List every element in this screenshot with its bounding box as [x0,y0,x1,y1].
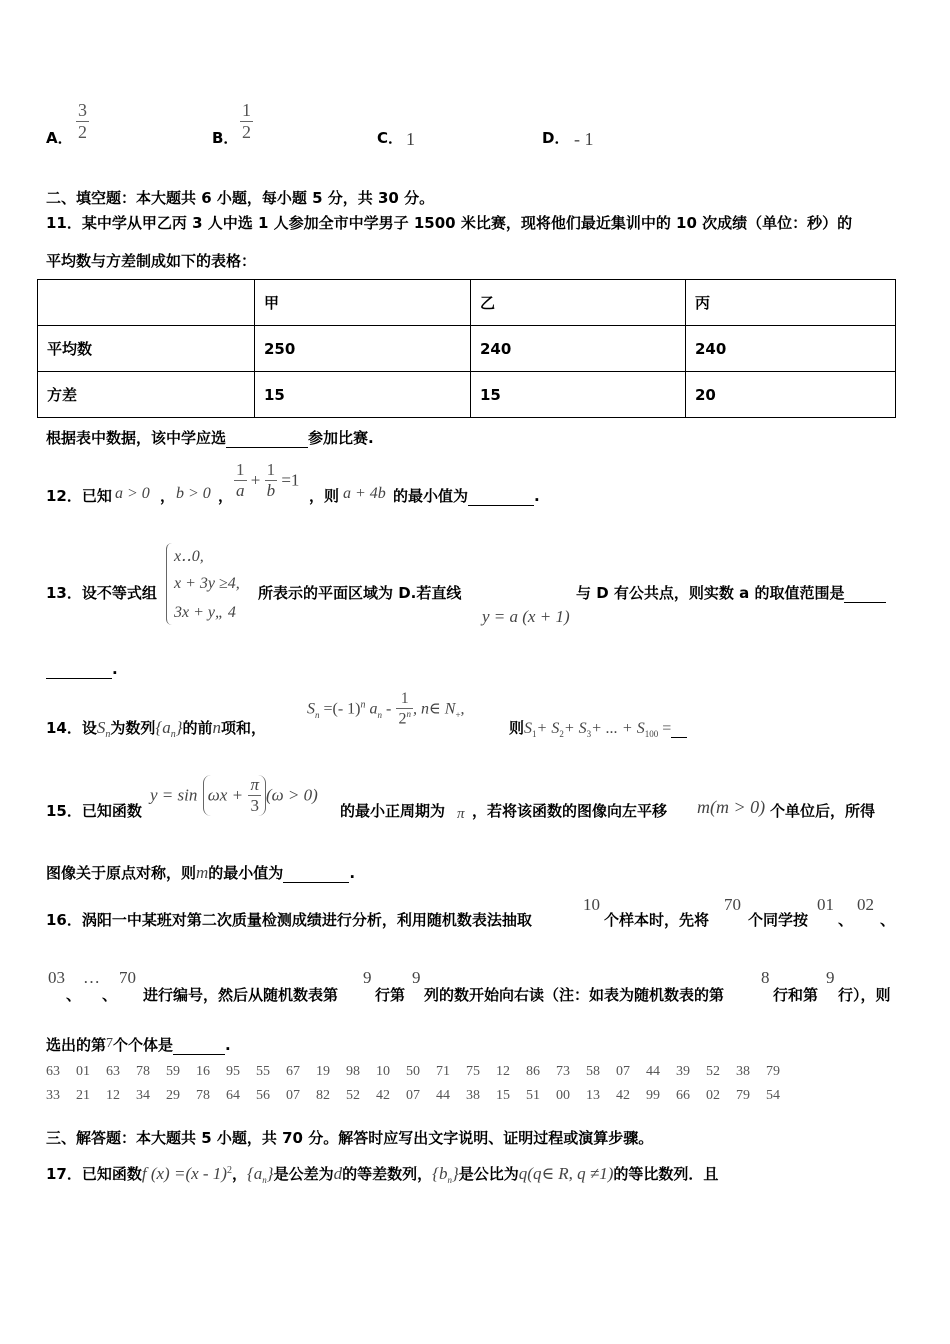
q12-frac2-num: 1 [266,460,276,479]
q15-line2a: 图像关于原点对称，则 [46,864,197,882]
random-number: 19 [316,1064,330,1079]
table-cell: 20 [686,372,896,418]
option-b-label: B． [212,129,239,147]
q17-text2: 的等差数列， [342,1165,433,1183]
q16-answer-blank[interactable] [173,1036,225,1055]
q16-line3b: 个个体是 [113,1036,174,1054]
random-number: 95 [226,1064,240,1079]
q14-text4: 则 [509,719,525,737]
q13-sys1: x‥0, [174,548,204,565]
q13-mid: 所表示的平面区域为 D.若直线 [258,584,462,602]
q14-text1: 为数列 [110,719,156,737]
table-cell: 240 [686,326,896,372]
table-row [38,326,896,372]
q16-c9: 9 [412,968,421,987]
option-c-value: 1 [406,129,415,149]
q15-answer-blank[interactable] [283,864,349,883]
q15-text1: 的最小正周期为 [340,802,446,820]
q14-formula-minus: - [382,700,392,718]
random-number: 50 [406,1064,420,1079]
q13-answer-blank-a[interactable] [844,584,886,603]
q15-text3: 个单位后，所得 [770,802,876,820]
q17-an-sub: n [262,1175,267,1185]
q16-r9: 9 [363,968,372,987]
q16-text7: 行），则 [838,986,891,1004]
q17-bn-sub: n [447,1175,452,1185]
q15-prefix: 15．已知函数 [46,802,142,820]
q14-text3: 项和， [221,719,267,737]
table-header-row [38,280,896,326]
random-number: 16 [196,1064,210,1079]
q12-sep2: ， [218,487,234,505]
q14-sum-s3: + S [563,720,587,737]
q15-shift: m(m > 0) [697,797,766,817]
q12-expr: a + 4b [343,485,386,502]
random-number: 39 [676,1064,690,1079]
random-number: 66 [676,1088,690,1103]
q11-answer-blank[interactable] [226,429,308,448]
q12-suffix-line [393,485,540,506]
q15-text2: ，若将该函数的图像向左平移 [472,802,668,820]
random-number: 07 [286,1088,300,1103]
random-number: 99 [646,1088,660,1103]
random-number: 44 [436,1088,450,1103]
q17-bn: {b [432,1164,448,1183]
q15-m: m [196,863,209,882]
q16-n10: 10 [583,895,600,914]
option-d-label: D． [542,129,570,147]
random-number: 75 [466,1064,480,1079]
random-number: 42 [616,1088,630,1103]
q16-c02: 02 [857,895,874,914]
q12-sep: ， [160,487,176,505]
q13-line-eq: y = a (x + 1) [482,607,570,626]
random-number: 42 [376,1088,390,1103]
option-c-label: C． [377,129,404,147]
q13-sys2: x + 3y ≥4, [174,575,240,592]
q14-formula-plus: + [455,709,461,720]
random-number: 34 [136,1088,150,1103]
q13-answer-blank-b[interactable] [46,660,112,679]
q14-formula-s-sub: n [315,709,320,720]
q14-n: n [212,718,222,737]
random-number: 64 [226,1088,240,1103]
random-number: 55 [256,1064,270,1079]
random-number: 12 [106,1088,120,1103]
q17-q: q [518,1164,528,1183]
section-2-title: 二、填空题：本大题共 6 小题，每小题 5 分，共 30 分。 [46,189,435,207]
q14-an: {a [155,718,171,737]
q15-three: 3 [250,796,259,815]
q11-line2: 平均数与方差制成如下的表格： [46,252,257,270]
q11-after-text-a: 根据表中数据，该中学应选 [46,429,227,447]
q17-text1: 是公差为 [273,1165,334,1183]
random-number: 00 [556,1088,570,1103]
option-b-numerator: 1 [242,100,251,120]
random-number: 21 [76,1088,90,1103]
q17-d: d [333,1164,343,1183]
table-row [38,372,896,418]
q12-eq-tail: =1 [277,470,300,490]
random-number: 82 [316,1088,330,1103]
q17-prefix: 17．已知函数 [46,1165,142,1183]
q14-formula-a: a [365,700,378,718]
q11-score-table [37,279,896,418]
table-header-bing: 丙 [686,280,896,326]
q12-cond-b: b > 0 [176,485,211,502]
q15-omega-x: ωx + [207,785,244,805]
q16-r9b: 9 [826,968,835,987]
q16-sep4: 、 [102,986,118,1004]
q14-text2: 的前 [182,719,213,737]
q15-end: . [349,864,356,882]
q17-sq: 2 [226,1165,232,1176]
option-b-value [240,100,253,143]
q17-bn-close: } [451,1164,459,1183]
q16-text6: 行和第 [773,986,819,1004]
option-a-numerator: 3 [78,100,87,120]
q14-frac-den-base: 2 [398,710,407,728]
q14-formula-comma: , [460,700,465,718]
random-number: 10 [376,1064,390,1079]
q12-prefix: 12．已知 [46,487,112,505]
q15-func [150,775,318,816]
q14-sum-s2: + S [536,720,560,737]
random-number-row-8 [46,1064,796,1080]
random-number: 78 [136,1064,150,1079]
option-a-value [76,100,89,143]
random-number: 73 [556,1064,570,1079]
q12-answer-blank[interactable] [468,487,534,506]
table-cell: 250 [255,326,471,372]
q14-frac-num: 1 [396,690,413,709]
random-number: 63 [106,1064,120,1079]
q16-text1: 个样本时，先将 [604,911,710,929]
random-number: 07 [616,1064,630,1079]
q13-line2 [46,660,118,679]
table-cell: 15 [471,372,686,418]
q14-answer-blank[interactable] [671,719,687,738]
q13-end: . [112,660,118,678]
q14-sn: S [96,718,106,737]
random-number: 38 [736,1064,750,1079]
q14-sub3: 3 [586,729,592,739]
table-cell: 15 [255,372,471,418]
q14-formula-b: =(- 1) [319,700,361,718]
q15-pi: π [250,775,259,794]
q16-text4: 行第 [375,986,406,1004]
q14-frac-den-exp: n [406,709,411,719]
q16-end: . [225,1036,231,1054]
q16-c70: 70 [119,968,136,987]
random-number: 33 [46,1088,60,1103]
q14-formula-set: , n∈ N [412,700,456,718]
q16-sep2: 、 [880,911,896,929]
q17-an-close: } [266,1164,274,1183]
table-cell: 平均数 [38,326,255,372]
q12-frac2-den: b [266,481,276,500]
q16-text3: 进行编号，然后从随机数表第 [143,986,339,1004]
q14-formula [307,690,465,728]
q16-line3a: 选出的第 [46,1036,107,1054]
option-a-label: A． [46,129,73,147]
q14-formula-a-sub: n [377,709,383,720]
q16-prefix: 16．涡阳一中某班对第二次质量检测成绩进行分析，利用随机数表法抽取 [46,911,532,929]
q13-tail: 与 D 有公共点，则实数 a 的取值范围是 [576,584,845,602]
q16-text2: 个同学按 [748,911,809,929]
random-number: 71 [436,1064,450,1079]
random-number: 12 [496,1064,510,1079]
random-number: 15 [496,1088,510,1103]
table-cell [38,280,255,326]
random-number: 63 [46,1064,60,1079]
q16-sep: 、 [838,911,854,929]
random-number: 01 [76,1064,90,1079]
random-number: 56 [256,1088,270,1103]
q12-equation: $\frac{1}{a}$ + $\frac{1}{b}$ =1 [236,460,300,500]
q12-suffix: 的最小值为 [393,487,469,505]
q17-text3: 是公比为 [458,1165,519,1183]
q11-after-text-b: 参加比赛. [308,429,374,447]
q16-seven: 7 [106,1036,114,1051]
q13-brace [166,543,173,625]
q15-paren [203,775,266,816]
random-number: 79 [736,1088,750,1103]
q17-sep: ， [231,1165,247,1183]
q15-func-y: y = sin [150,785,198,805]
q14-formula-exp: n [360,699,366,711]
option-a-denominator: 2 [78,122,87,142]
q14-sub1: 1 [532,729,537,739]
q12-end: . [534,487,540,505]
random-number-row-9 [46,1088,796,1104]
q17-func: f (x) =(x - 1) [141,1164,227,1183]
random-number: 78 [196,1088,210,1103]
random-number: 52 [346,1088,360,1103]
q15-period: π [457,806,465,822]
q16-sep3: 、 [66,986,82,1004]
q14-formula-s: S [307,700,315,718]
random-number: 44 [646,1064,660,1079]
q17-line [46,1163,718,1185]
q16-dots: … [83,968,100,987]
random-number: 86 [526,1064,540,1079]
q14-prefix: 14．设 [46,719,97,737]
section-3-title: 三、解答题：本大题共 5 小题，共 70 分。解答时应写出文字说明、证明过程或演算步骤。 [46,1129,654,1147]
q16-line3 [46,1034,231,1055]
q13-prefix: 13．设不等式组 [46,584,157,602]
random-number: 07 [406,1088,420,1103]
q16-n70: 70 [724,895,741,914]
q17-text4: 的等比数列．且 [613,1165,719,1183]
q11-line1: 11．某中学从甲乙丙 3 人中选 1 人参加全市中学男子 1500 米比赛，现将他们最近集训中的 10 次成绩（单位：秒）的 [46,214,853,232]
q17-an: {a [246,1164,263,1183]
q12-cond-a: a > 0 [115,485,150,502]
q15-line2 [46,862,355,883]
q12-mid: ，则 [309,487,340,505]
q14-sub100: 100 [644,729,659,739]
q15-cond: (ω > 0) [265,785,318,805]
q16-r8: 8 [761,968,770,987]
random-number: 58 [586,1064,600,1079]
random-number: 79 [766,1064,780,1079]
random-number: 67 [286,1064,300,1079]
random-number: 29 [166,1088,180,1103]
random-number: 52 [706,1064,720,1079]
random-number: 54 [766,1088,780,1103]
q15-line2b: 的最小值为 [208,864,284,882]
q14-line [46,717,266,740]
q13-sys3: 3x + y„ 4 [174,604,236,621]
q14-frac-den [396,709,413,728]
random-number: 38 [466,1088,480,1103]
random-number: 59 [166,1064,180,1079]
q16-text5: 列的数开始向右读（注：如表为随机数表的第 [424,986,725,1004]
q16-c01: 01 [817,895,834,914]
random-number: 98 [346,1064,360,1079]
q16-c03: 03 [48,968,65,987]
q14-sum-s100: + ... + S [591,720,645,737]
option-b-denominator: 2 [242,122,251,142]
random-number: 51 [526,1088,540,1103]
q12-frac1-den: a [236,481,245,500]
q14-sub2: 2 [559,729,564,739]
q11-answer-line [46,427,374,448]
q14-sum-s1: S [524,720,533,737]
q14-sum-line [509,717,687,739]
q12-frac1-num: 1 [236,460,245,479]
q14-sn-sub: n [105,729,111,740]
option-d-value: - 1 [574,129,594,149]
q17-qcond: (q∈ R, q ≠1) [527,1164,614,1183]
random-number: 13 [586,1088,600,1103]
q14-an-sub: n [170,729,176,740]
q13-tail-line [576,582,886,603]
q14-an-close: } [175,718,183,737]
table-cell: 方差 [38,372,255,418]
table-cell: 240 [471,326,686,372]
table-header-yi: 乙 [471,280,686,326]
random-number: 02 [706,1088,720,1103]
table-header-jia: 甲 [255,280,471,326]
q14-eq: = [658,720,672,737]
